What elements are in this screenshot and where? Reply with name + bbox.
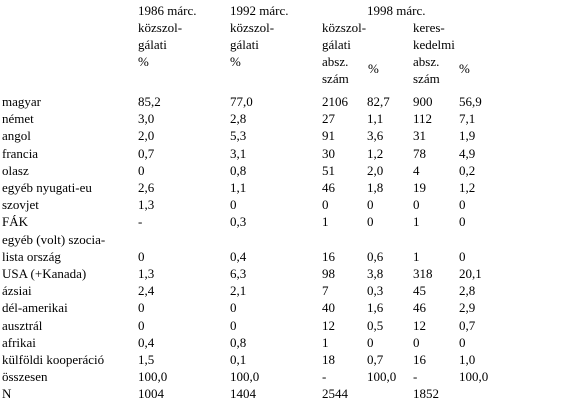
cell-value: 0 <box>138 248 145 264</box>
cell-value: 1404 <box>230 386 256 402</box>
cell-value: 2,6 <box>138 180 155 195</box>
cell-value: 0 <box>322 197 329 213</box>
cell-value: 1 <box>413 214 420 230</box>
row-label: német <box>2 111 34 127</box>
cell-value: 0,7 <box>459 317 476 333</box>
row-label: egyéb nyugati-eu <box>2 180 92 195</box>
cell-value: 85,2 <box>138 94 161 109</box>
cell-value: 2,9 <box>459 300 476 316</box>
cell-value: 1,3 <box>138 266 155 281</box>
cell-value: 0 <box>230 300 237 316</box>
cell-value: 0 <box>459 197 466 213</box>
cell-value: - <box>322 369 327 385</box>
cell-value: 12 <box>322 317 335 333</box>
cell-value: 1 <box>322 334 329 350</box>
cell-value: 1,3 <box>138 197 155 213</box>
header-1998-commercial-abs: absz. <box>413 54 440 69</box>
cell-value: 7 <box>322 283 329 299</box>
cell-value: 100,0 <box>459 369 489 385</box>
cell-value: 318 <box>413 266 433 281</box>
cell-value: 1004 <box>138 386 164 402</box>
header-1998-commercial-count: szám <box>413 71 440 86</box>
header-1998-public-abs: absz. <box>322 54 349 69</box>
cell-value: 0,7 <box>138 145 155 161</box>
cell-value: 0 <box>459 248 466 264</box>
cell-value: 56,9 <box>459 94 482 109</box>
cell-value: 2,1 <box>230 283 247 299</box>
cell-value: 45 <box>413 283 426 299</box>
cell-value: 0,3 <box>230 214 247 230</box>
header-1998-public-line1: közszol- <box>322 20 367 35</box>
cell-value: 5,3 <box>230 128 247 144</box>
cell-value: 3,0 <box>138 111 155 127</box>
cell-value: 0,4 <box>138 334 155 350</box>
header-1992-line3: gálati <box>230 37 259 52</box>
cell-value: 46 <box>322 180 335 195</box>
header-1986-line2: közszol- <box>138 20 183 35</box>
header-1998-public-line2: gálati <box>322 37 351 52</box>
row-label: szovjet <box>2 197 39 213</box>
cell-value: 46 <box>413 300 426 316</box>
cell-value: - <box>138 214 143 230</box>
row-label: ausztrál <box>2 317 43 333</box>
row-label: magyar <box>2 94 41 109</box>
cell-value: 1,1 <box>230 180 247 195</box>
cell-value: 1,2 <box>459 180 476 195</box>
row-label: francia <box>2 145 39 161</box>
cell-value: 2,0 <box>138 128 155 144</box>
cell-value: 0,5 <box>367 317 384 333</box>
cell-value: 0 <box>367 197 374 213</box>
cell-value: 20,1 <box>459 266 482 281</box>
row-label: dél-amerikai <box>2 300 68 316</box>
cell-value: 0 <box>367 214 374 230</box>
cell-value: 1,0 <box>459 352 476 367</box>
header-1986-year: 1986 márc. <box>138 3 197 18</box>
cell-value: 0 <box>138 317 145 333</box>
row-label: angol <box>2 128 31 144</box>
row-label: olasz <box>2 162 29 178</box>
header-1986-line3: gálati <box>138 37 167 52</box>
cell-value: 0 <box>138 162 145 178</box>
header-1998-public-count: szám <box>322 71 349 86</box>
cell-value: 1 <box>322 214 329 230</box>
cell-value: 0,8 <box>230 334 247 350</box>
cell-value: 2544 <box>322 386 348 402</box>
cell-value: 2106 <box>322 94 348 109</box>
cell-value: 12 <box>413 317 426 333</box>
cell-value: 0 <box>230 197 237 213</box>
cell-value: 16 <box>413 352 426 367</box>
cell-value: 1,1 <box>367 111 384 127</box>
cell-value: 6,3 <box>230 266 247 281</box>
cell-value: 0,3 <box>367 283 384 299</box>
cell-value: 0,1 <box>230 352 247 367</box>
cell-value: 98 <box>322 266 335 281</box>
cell-value: 1,8 <box>367 180 384 195</box>
cell-value: 0,4 <box>230 248 247 264</box>
row-label: N <box>2 386 12 402</box>
cell-value: 1,2 <box>367 145 384 161</box>
cell-value: 100,0 <box>230 369 260 385</box>
cell-value: 0,2 <box>459 162 476 178</box>
cell-value: 3,8 <box>367 266 384 281</box>
cell-value: 0 <box>459 214 466 230</box>
cell-value: - <box>413 369 418 385</box>
cell-value: 3,1 <box>230 145 247 161</box>
cell-value: 2,8 <box>459 283 476 299</box>
row-label: afrikai <box>2 334 36 350</box>
cell-value: 0,7 <box>367 352 384 367</box>
cell-value: 40 <box>322 300 335 316</box>
cell-value: 900 <box>413 94 433 109</box>
cell-value: 0 <box>459 334 466 350</box>
header-1998-public-percent: % <box>368 61 379 76</box>
cell-value: 18 <box>322 352 335 367</box>
cell-value: 0 <box>413 197 420 213</box>
cell-value: 91 <box>322 128 335 144</box>
cell-value: 51 <box>322 162 335 178</box>
cell-value: 0 <box>413 334 420 350</box>
cell-value: 0 <box>138 300 145 316</box>
header-1992-line2: közszol- <box>230 20 275 35</box>
cell-value: 77,0 <box>230 94 253 109</box>
cell-value: 27 <box>322 111 335 127</box>
header-1998-commercial-line2: kedelmi <box>413 37 455 52</box>
row-label: lista ország <box>2 248 61 264</box>
cell-value: 4,9 <box>459 145 476 161</box>
cell-value: 100,0 <box>138 369 168 385</box>
row-label: ázsiai <box>2 283 32 299</box>
cell-value: 0,6 <box>367 248 384 264</box>
cell-value: 4 <box>413 162 420 178</box>
row-label: FÁK <box>2 214 29 230</box>
row-label: USA (+Kanada) <box>2 266 87 281</box>
header-1992-percent: % <box>230 54 241 69</box>
header-1998-commercial-line1: keres- <box>413 20 445 35</box>
header-1986-percent: % <box>138 54 149 69</box>
cell-value: 1 <box>413 248 420 264</box>
cell-value: 1852 <box>413 386 439 402</box>
cell-value: 2,0 <box>367 162 384 178</box>
cell-value: 31 <box>413 128 426 144</box>
cell-value: 7,1 <box>459 111 476 127</box>
cell-value: 100,0 <box>367 369 397 385</box>
row-label: egyéb (volt) szocia- <box>2 231 106 247</box>
cell-value: 16 <box>322 248 335 264</box>
cell-value: 0,8 <box>230 162 247 178</box>
cell-value: 19 <box>413 180 426 195</box>
cell-value: 1,5 <box>138 352 155 367</box>
cell-value: 0 <box>367 334 374 350</box>
header-1998-year: 1998 márc. <box>367 3 426 18</box>
cell-value: 82,7 <box>367 94 390 109</box>
cell-value: 30 <box>322 145 335 161</box>
cell-value: 2,4 <box>138 283 155 299</box>
cell-value: 1,9 <box>459 128 476 144</box>
header-1998-commercial-percent: % <box>459 61 470 76</box>
row-label: összesen <box>2 369 48 385</box>
cell-value: 0 <box>230 317 237 333</box>
cell-value: 1,6 <box>367 300 384 316</box>
cell-value: 2,8 <box>230 111 247 127</box>
cell-value: 3,6 <box>367 128 384 144</box>
cell-value: 78 <box>413 145 426 161</box>
cell-value: 112 <box>413 111 433 127</box>
header-1992-year: 1992 márc. <box>230 3 289 18</box>
row-label: külföldi kooperáció <box>2 352 105 367</box>
